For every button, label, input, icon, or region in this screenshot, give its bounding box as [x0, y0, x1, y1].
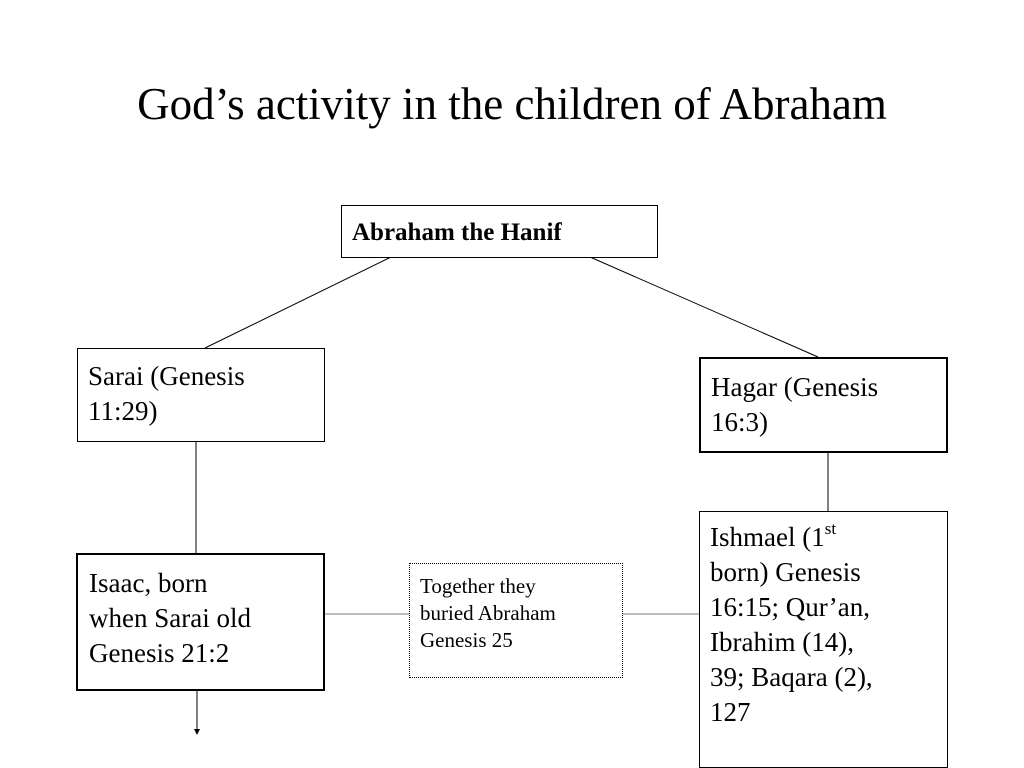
node-sarai-line-1: Sarai (Genesis: [88, 361, 245, 391]
node-sarai-line-2: 11:29): [88, 396, 158, 426]
node-ishmael-line-6: 127: [710, 697, 751, 727]
node-ishmael-line-4: Ibrahim (14),: [710, 627, 854, 657]
node-isaac-line-3: Genesis 21:2: [89, 638, 230, 668]
node-ishmael-line-1-text: Ishmael (1: [710, 522, 825, 552]
node-ishmael: [699, 511, 948, 768]
node-hagar-line-2: 16:3): [711, 407, 768, 437]
node-hagar-line-1: Hagar (Genesis: [711, 372, 879, 402]
node-hagar: [699, 357, 948, 453]
edge-root-sarai: [205, 257, 391, 348]
node-ishmael-line-2: born) Genesis: [710, 557, 861, 587]
node-isaac-line-2: when Sarai old: [89, 603, 251, 633]
node-ishmael-line-1: [710, 520, 947, 555]
node-ishmael-superscript: st: [824, 519, 837, 538]
node-sarai: [77, 348, 325, 442]
node-isaac-line-1: Isaac, born: [89, 568, 208, 598]
edge-root-hagar: [590, 257, 818, 357]
node-together-line-1: Together they: [420, 574, 536, 598]
node-together-line-3: Genesis 25: [420, 628, 513, 652]
node-together-line-2: buried Abraham: [420, 601, 556, 625]
node-abraham: [341, 205, 658, 258]
arrowhead-isaac: [194, 729, 200, 735]
node-isaac: [76, 553, 325, 691]
node-together: [409, 563, 623, 678]
node-ishmael-line-5: 39; Baqara (2),: [710, 662, 873, 692]
slide-title: God’s activity in the children of Abraham: [137, 79, 887, 129]
node-ishmael-line-3: 16:15; Qur’an,: [710, 592, 870, 622]
node-abraham-label: Abraham the Hanif: [352, 219, 562, 246]
